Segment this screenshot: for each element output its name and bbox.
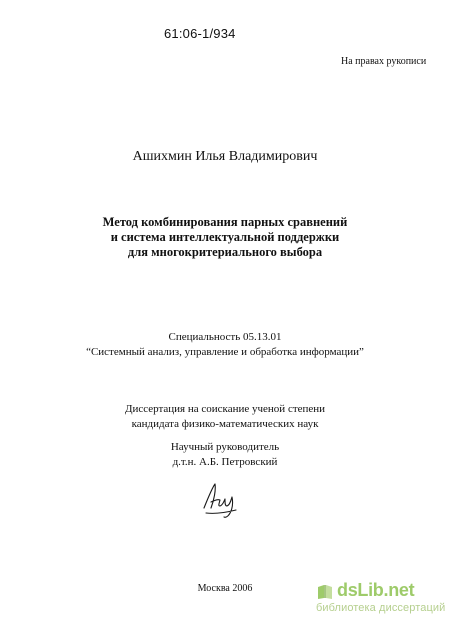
dissertation-line-2: кандидата физико-математических наук	[131, 418, 319, 430]
thesis-title	[0, 215, 450, 260]
specialty-name: “Системный анализ, управление и обработка информации”	[86, 346, 364, 358]
dslib-watermark	[316, 580, 446, 614]
archive-stamp: 61:06-1/934	[164, 26, 236, 41]
specialty-code: Специальность 05.13.01	[168, 331, 282, 343]
specialty-block	[0, 330, 450, 360]
advisor-label: Научный руководитель	[170, 441, 280, 453]
advisor-name: д.т.н. А.Б. Петровский	[172, 456, 278, 468]
handwritten-signature	[200, 478, 240, 520]
manuscript-rights-note: На правах рукописи	[341, 56, 427, 67]
author-name: Ашихмин Илья Владимирович	[132, 149, 318, 164]
watermark-brand: dsLib.net	[337, 580, 415, 600]
dissertation-degree-block	[0, 402, 450, 432]
thesis-title-line-2: и система интеллектуальной поддержки	[110, 230, 340, 244]
thesis-title-line-3: для многокритериального выбора	[127, 245, 323, 259]
thesis-title-line-1: Метод комбинирования парных сравнений	[102, 215, 348, 229]
watermark-subtitle: библиотека диссертаций	[316, 602, 446, 614]
advisor-block	[0, 440, 450, 470]
dissertation-line-1: Диссертация на соискание ученой степени	[124, 403, 326, 415]
city-year: Москва 2006	[197, 583, 253, 594]
book-icon	[316, 583, 334, 601]
